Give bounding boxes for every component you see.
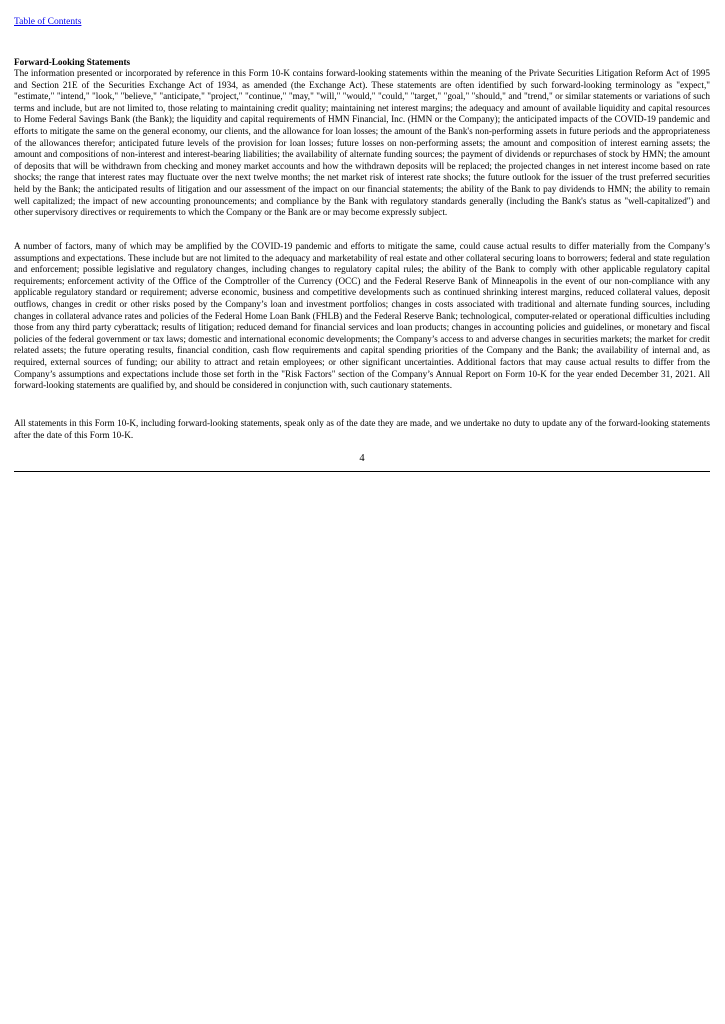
section-heading: Forward-Looking Statements [14,57,131,67]
page-divider [14,471,710,472]
paragraph-risk-factors: A number of factors, many of which may be amplified by the COVID-19 pandemic and efforts to mitigate the same, could cause actual results to differ materially from the Company’s assumptions and expectations. These include but are not limited to the adequacy and marketability of real estate and other collateral securing loans to borrowers; federal and state regulation and enforcement; possible legislative and regulatory changes, including changes to regulatory capital rules; the ability of the Bank to comply with other applicable regulatory capital requirements; enforcement activity of the Office of the Comptroller of the Currency (OCC) and the Federal Reserve Bank of Minneapolis in the event of our non-compliance with any applicable regulatory standard or requirement; adverse economic, business and competitive developments such as continued shrinking interest margins, reduced collateral values, deposit outflows, changes in credit or other risks posed by the Company’s loan and investment portfolios; changes in costs associated with traditional and alternate funding sources, including changes in collateral advance rates and policies of the Federal Home Loan Bank (FHLB) and the Federal Reserve Bank; technological, computer-related or operational difficulties including those from any third party cyberattack; results of litigation; reduced demand for financial services and loan products; changes in accounting policies and guidelines, or monetary and fiscal policies of the federal government or tax laws; domestic and international economic developments; the Company’s access to and adverse changes in securities markets; the market for credit related assets; the future operating results, financial condition, cash flow requirements and capital spending priorities of the Company and the Bank; the availability of internal and, as required, external sources of funding; our ability to attract and retain employees; or other significant uncertainties. Additional factors that may cause actual results to differ from the Company’s assumptions and expectations include those set forth in the "Risk Factors" section of the Company’s Annual Report on Form 10-K for the year ended December 31, 2021. All forward-looking statements are qualified by, and should be considered in conjunction with, such cautionary statements. [14,241,710,391]
paragraph-forward-looking-intro: The information presented or incorporated by reference in this Form 10-K contains forward-looking statements within the meaning of the Private Securities Litigation Reform Act of 1995 and Section 21E of the Securities Exchange Act of 1934, as amended (the Exchange Act). These statements are often identified by such forward-looking terminology as "expect," "estimate," "intend," "look," "believe," "anticipate," "project," "continue," "may," "will," "would," "could," "target," "goal," "should," and "trend," or similar statements or variations of such terms and include, but are not limited to, those relating to maintaining credit quality; maintaining net interest margins; the adequacy and amount of available liquidity and capital resources to Home Federal Savings Bank (the Bank); the liquidity and capital requirements of HMN Financial, Inc. (HMN or the Company); the anticipated impacts of the COVID-19 pandemic and efforts to mitigate the same on the general economy, our clients, and the allowance for loan losses; the amount of the Bank's non-performing assets in future periods and the appropriateness of the allowances therefor; anticipated future levels of the provision for loan losses; future losses on non-performing assets; the amount and composition of interest earning assets; the amount and compositions of non-interest and interest-bearing liabilities; the availability of alternate funding sources; the payment of dividends or repurchases of stock by HMN; the amount of deposits that will be withdrawn from checking and money market accounts and how the withdrawn deposits will be replaced; the projected changes in net interest income based on rate shocks; the range that interest rates may fluctuate over the next twelve months; the net market risk of interest rate shocks; the future outlook for the issuer of the trust preferred securities held by the Bank; the anticipated results of litigation and our assessment of the impact on our financial statements; the ability of the Bank to pay dividends to HMN; the ability to remain well capitalized; the impact of new accounting pronouncements; and compliance by the Bank with regulatory standards generally (including the Bank's status as "well-capitalized") and other supervisory directives or requirements to which the Company or the Bank are or may become expressly subject. [14,68,710,218]
table-of-contents-link[interactable]: Table of Contents [14,17,82,27]
paragraph-no-duty-to-update: All statements in this Form 10-K, including forward-looking statements, speak only as of the date they are made, and we undertake no duty to update any of the forward-looking statements after the date of this Form 10-K. [14,418,710,440]
page-number: 4 [359,453,365,464]
